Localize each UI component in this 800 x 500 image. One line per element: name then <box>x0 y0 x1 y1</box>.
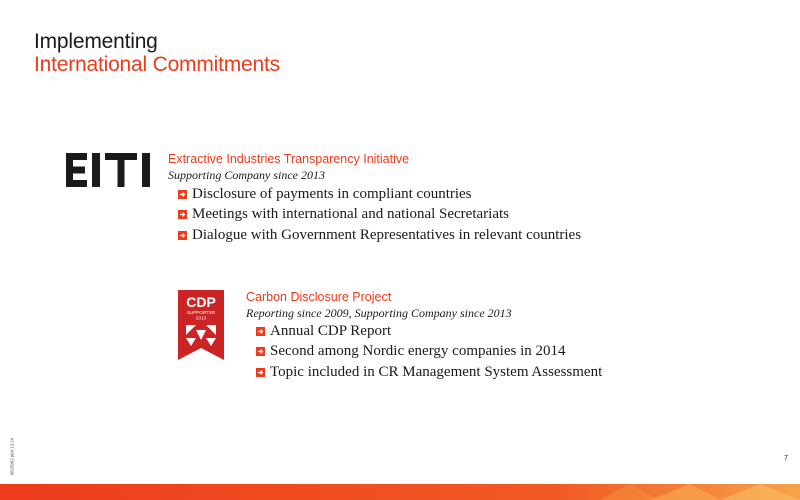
bullet-text: Annual CDP Report <box>270 322 392 339</box>
bullet-icon <box>178 231 187 240</box>
eiti-section-subtitle: Supporting Company since 2013 <box>168 168 325 182</box>
bullet-icon <box>256 368 265 377</box>
eiti-bullet-list <box>178 184 581 246</box>
cdp-section-subtitle: Reporting since 2009, Supporting Company since 2013 <box>246 306 512 320</box>
list-item <box>256 342 602 363</box>
page-title-line1: Implementing <box>34 30 158 53</box>
bullet-icon <box>256 347 265 356</box>
bullet-text: Dialogue with Government Representatives in relevant countries <box>192 226 582 243</box>
eiti-section-title: Extractive Industries Transparency Initiative <box>168 152 410 166</box>
list-item <box>256 362 602 383</box>
svg-text:CDP: CDP <box>186 294 216 310</box>
bullet-text: Disclosure of payments in compliant countries <box>192 185 472 202</box>
bullet-icon <box>178 190 187 199</box>
footer-bar <box>0 484 800 500</box>
bullet-text: Second among Nordic energy companies in 2014 <box>270 343 566 360</box>
bullet-icon <box>178 210 187 219</box>
cdp-section-title: Carbon Disclosure Project <box>246 290 392 304</box>
page-title-line2: International Commitments <box>34 53 280 76</box>
svg-text:SUPPORTER: SUPPORTER <box>186 310 216 315</box>
list-item <box>256 321 602 342</box>
side-code-text: 0815082 p04 13.14 <box>9 437 15 475</box>
bullet-text: Topic included in CR Management System Assessment <box>270 363 603 380</box>
bullet-text: Meetings with international and national Secretariats <box>192 206 509 223</box>
page-number: 7 <box>784 455 788 462</box>
eiti-logo-icon <box>66 153 160 187</box>
list-item <box>178 225 581 246</box>
side-document-code <box>9 425 15 475</box>
cdp-supporter-badge-icon <box>178 290 224 360</box>
svg-text:2013: 2013 <box>195 315 207 321</box>
cdp-bullet-list <box>256 321 602 383</box>
list-item <box>178 205 581 226</box>
list-item <box>178 184 581 205</box>
bullet-icon <box>256 327 265 336</box>
